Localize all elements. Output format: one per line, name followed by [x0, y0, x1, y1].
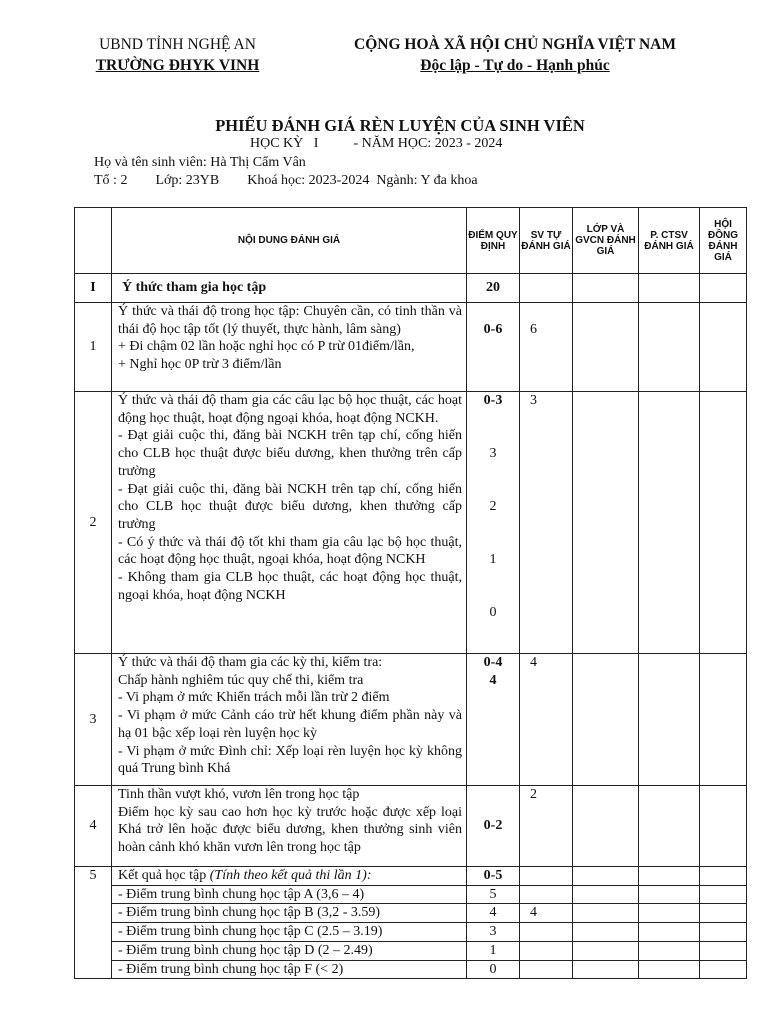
empty-cell — [573, 904, 639, 923]
national-header — [330, 34, 700, 76]
national-title: CỘNG HOÀ XÃ HỘI CHỦ NGHĨA VIỆT NAM — [354, 36, 676, 53]
result-label-text: Kết quả học tập — [118, 868, 210, 883]
empty-cell — [573, 960, 639, 979]
result-points: 4 — [467, 904, 520, 923]
section-row — [75, 274, 747, 303]
points-main: 0-3 — [483, 393, 503, 408]
table-row — [75, 786, 747, 867]
empty-cell — [700, 941, 747, 960]
content-line: - Vi phạm ở mức Đình chỉ: Xếp loại rèn luyện học kỳ không quá Trung bình Khá — [118, 743, 462, 777]
result-points: 1 — [467, 941, 520, 960]
empty-cell — [700, 960, 747, 979]
points-option: 4 — [489, 672, 497, 688]
result-points: 3 — [467, 923, 520, 942]
content-line: Tinh thần vượt khó, vươn lên trong học tập — [118, 787, 360, 802]
header-content: NỘI DUNG ĐÁNH GIÁ — [112, 208, 467, 274]
empty-cell — [700, 867, 747, 886]
section-number: I — [75, 274, 112, 303]
table-row — [75, 654, 747, 786]
empty-cell — [639, 392, 700, 654]
result-item-row — [75, 941, 747, 960]
points-option: 3 — [489, 446, 497, 461]
empty-cell — [573, 786, 639, 867]
result-points: 0 — [467, 960, 520, 979]
section-title: Ý thức tham gia học tập — [112, 274, 467, 303]
result-item-row — [75, 923, 747, 942]
province-name: UBND TỈNH NGHỆ AN — [99, 36, 256, 53]
header-self: SV TỰ ĐÁNH GIÁ — [520, 208, 573, 274]
points-main: 0-4 — [483, 655, 503, 670]
content-line: - Có ý thức và thái độ tốt khi tham gia câu lạc bộ học thuật, các hoạt động học thuật, ngoại khóa, hoạt động NCKH — [118, 534, 462, 568]
row-content — [112, 392, 467, 654]
empty-cell — [573, 885, 639, 904]
row-number: 2 — [75, 392, 112, 654]
empty-cell — [700, 654, 747, 786]
self-score: 4 — [520, 654, 573, 786]
student-class-line: Tổ : 2 Lớp: 23YB Khoá học: 2023-2024 Ngành: Y đa khoa — [94, 173, 478, 188]
empty-cell — [639, 923, 700, 942]
empty-cell — [573, 941, 639, 960]
row-content — [112, 786, 467, 867]
empty-cell — [700, 303, 747, 392]
table-row — [75, 303, 747, 392]
row-points: 0-6 — [467, 303, 520, 392]
empty-cell — [573, 654, 639, 786]
section-points: 20 — [467, 274, 520, 303]
empty-cell — [573, 867, 639, 886]
header-class: LỚP VÀ GVCN ĐÁNH GIÁ — [573, 208, 639, 274]
self-score — [520, 960, 573, 979]
self-score — [520, 941, 573, 960]
header-council: HỘI ĐỒNG ĐÁNH GIÁ — [700, 208, 747, 274]
empty-cell — [639, 786, 700, 867]
empty-cell — [573, 923, 639, 942]
empty-cell — [700, 274, 747, 303]
evaluation-table — [74, 207, 747, 979]
result-header-row — [75, 867, 747, 886]
content-line: + Nghỉ học 0P trừ 3 điểm/lần — [118, 357, 282, 373]
content-line: - Đạt giải cuộc thi, đăng bài NCKH trên tạp chí, cống hiến cho CLB học thuật được biểu dương, khen thưởng trên cấp trường — [118, 428, 462, 479]
row-number: 1 — [75, 303, 112, 392]
header-points: ĐIỂM QUY ĐỊNH — [467, 208, 520, 274]
school-name: TRƯỜNG ĐHYK VINH — [95, 57, 260, 74]
self-score — [520, 885, 573, 904]
content-line: Ý thức và thái độ tham gia các kỳ thi, kiểm tra: — [118, 655, 383, 670]
header-ctsv: P. CTSV ĐÁNH GIÁ — [639, 208, 700, 274]
content-line: Chấp hành nghiêm túc quy chế thi, kiểm tra — [118, 672, 364, 688]
empty-cell — [639, 885, 700, 904]
result-label-note: (Tính theo kết quả thi lần 1): — [209, 868, 372, 883]
points-option: 1 — [489, 552, 497, 567]
points-option: 0 — [489, 605, 497, 620]
empty-cell — [700, 786, 747, 867]
form-title: PHIẾU ĐÁNH GIÁ RÈN LUYỆN CỦA SINH VIÊN — [215, 116, 585, 135]
table-header-row — [75, 208, 747, 274]
content-line: Ý thức và thái độ trong học tập: Chuyên cần, có tinh thần và thái độ học tập tốt (lý thuyết, thực hành, lâm sàng) — [118, 304, 462, 337]
national-motto: Độc lập - Tự do - Hạnh phúc — [420, 57, 610, 74]
empty-cell — [700, 885, 747, 904]
empty-cell — [700, 392, 747, 654]
row-points: 0-2 — [467, 786, 520, 867]
empty-cell — [639, 960, 700, 979]
table-row — [75, 392, 747, 654]
row-content — [112, 303, 467, 392]
term-line: HỌC KỲ I - NĂM HỌC: 2023 - 2024 — [250, 136, 503, 151]
empty-cell — [639, 303, 700, 392]
content-line: - Không tham gia CLB học thuật, các hoạt động học thuật, ngoại khóa, hoạt động NCKH — [118, 570, 462, 603]
self-score: 3 — [520, 392, 573, 654]
empty-cell — [573, 392, 639, 654]
content-line: - Vi phạm ở mức Khiển trách mỗi lần trừ 2 điểm — [118, 690, 390, 706]
empty-cell — [639, 904, 700, 923]
result-item: - Điểm trung bình chung học tập A (3,6 – 4) — [112, 885, 467, 904]
result-item: - Điểm trung bình chung học tập D (2 – 2.49) — [112, 941, 467, 960]
student-name-line: Họ và tên sinh viên: Hà Thị Cẩm Vân — [94, 155, 306, 170]
result-item: - Điểm trung bình chung học tập B (3,2 - 3.59) — [112, 904, 467, 923]
row-points: 0-5 — [467, 867, 520, 886]
row-number: 5 — [75, 867, 112, 979]
content-line: Ý thức và thái độ tham gia các câu lạc bộ học thuật, các hoạt động học thuật, hoạt động ngoại khóa, hoạt động NCKH. — [118, 393, 462, 426]
content-line: - Vi phạm ở mức Cảnh cáo trừ hết khung điểm phần này và hạ 01 bậc xếp loại rèn luyện học kỳ — [118, 708, 462, 741]
self-score — [520, 923, 573, 942]
self-score: 2 — [520, 786, 573, 867]
empty-cell — [700, 904, 747, 923]
empty-cell — [639, 274, 700, 303]
content-line: - Đạt giải cuộc thi, đăng bài NCKH trên tạp chí, cống hiến cho CLB học thuật được biểu dương, khen thưởng cấp trường — [118, 481, 462, 532]
empty-cell — [639, 654, 700, 786]
empty-cell — [520, 274, 573, 303]
row-content — [112, 654, 467, 786]
result-points: 5 — [467, 885, 520, 904]
points-option: 2 — [489, 499, 497, 514]
row-points — [467, 654, 520, 786]
result-item-row — [75, 885, 747, 904]
empty-cell — [639, 867, 700, 886]
content-line: Điểm học kỳ sau cao hơn học kỳ trước hoặc được xếp loại Khá trở lên hoặc được biểu dương, khen thưởng sinh viên hoàn cảnh khó khăn vươn lên trong học tập — [118, 804, 462, 856]
empty-cell — [520, 867, 573, 886]
self-score: 4 — [520, 904, 573, 923]
result-label — [112, 867, 467, 886]
agency-header — [75, 34, 280, 76]
row-points — [467, 392, 520, 654]
empty-cell — [639, 941, 700, 960]
row-number: 3 — [75, 654, 112, 786]
empty-cell — [573, 303, 639, 392]
content-line: + Đi chậm 02 lần hoặc nghỉ học có P trừ 01điểm/lần, — [118, 339, 415, 355]
result-item-row — [75, 904, 747, 923]
row-number: 4 — [75, 786, 112, 867]
empty-cell — [700, 923, 747, 942]
header-no — [75, 208, 112, 274]
result-item: - Điểm trung bình chung học tập C (2.5 – 3.19) — [112, 923, 467, 942]
result-item: - Điểm trung bình chung học tập F (< 2) — [112, 960, 467, 979]
result-item-row — [75, 960, 747, 979]
empty-cell — [573, 274, 639, 303]
self-score: 6 — [520, 303, 573, 392]
